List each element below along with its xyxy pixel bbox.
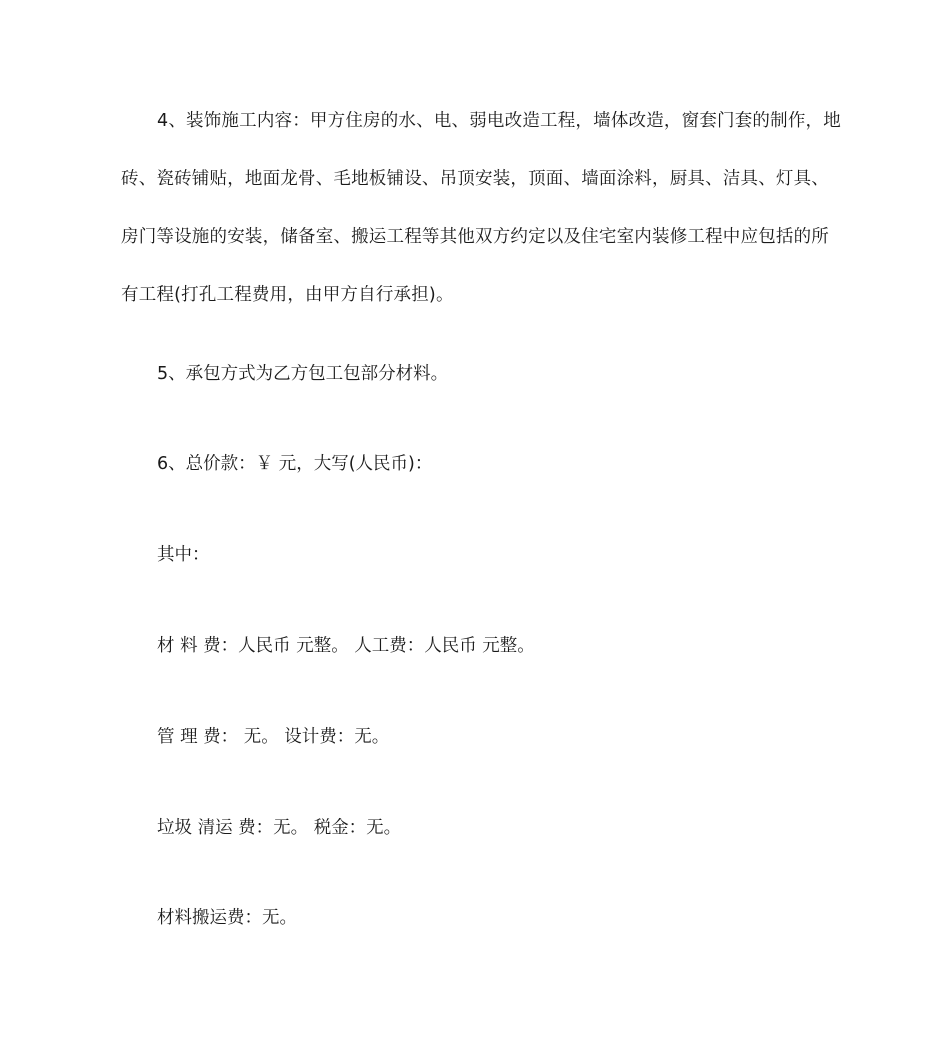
- fee-garbage-tax: 垃圾 清运 费：无。 税金：无。: [157, 818, 402, 838]
- clause-4-construction-content: 4、装饰施工内容：甲方住房的水、电、弱电改造工程，墙体改造，窗套门套的制作，地砖、瓷砖铺贴，地面龙骨、毛地板铺设、吊顶安装，顶面、墙面涂料，厨具、洁具、灯具、房门等设施的安装，储备室、搬运工程等其他双方约定以及住宅室内装修工程中应包括的所有工程(打孔工程费用，由甲方自行承担)。: [121, 111, 841, 305]
- fee-material-labor: 材 料 费：人民币 元整。 人工费：人民币 元整。: [157, 636, 535, 656]
- fee-management-design: 管 理 费： 无。 设计费：无。: [157, 727, 390, 747]
- clause-6-total-price: 6、总价款：￥ 元，大写(人民币)：: [157, 454, 433, 474]
- breakdown-heading: 其中：: [157, 545, 210, 565]
- fee-material-transport: 材料搬运费：无。: [157, 908, 297, 928]
- clause-5-contract-method: 5、承包方式为乙方包工包部分材料。: [157, 364, 449, 384]
